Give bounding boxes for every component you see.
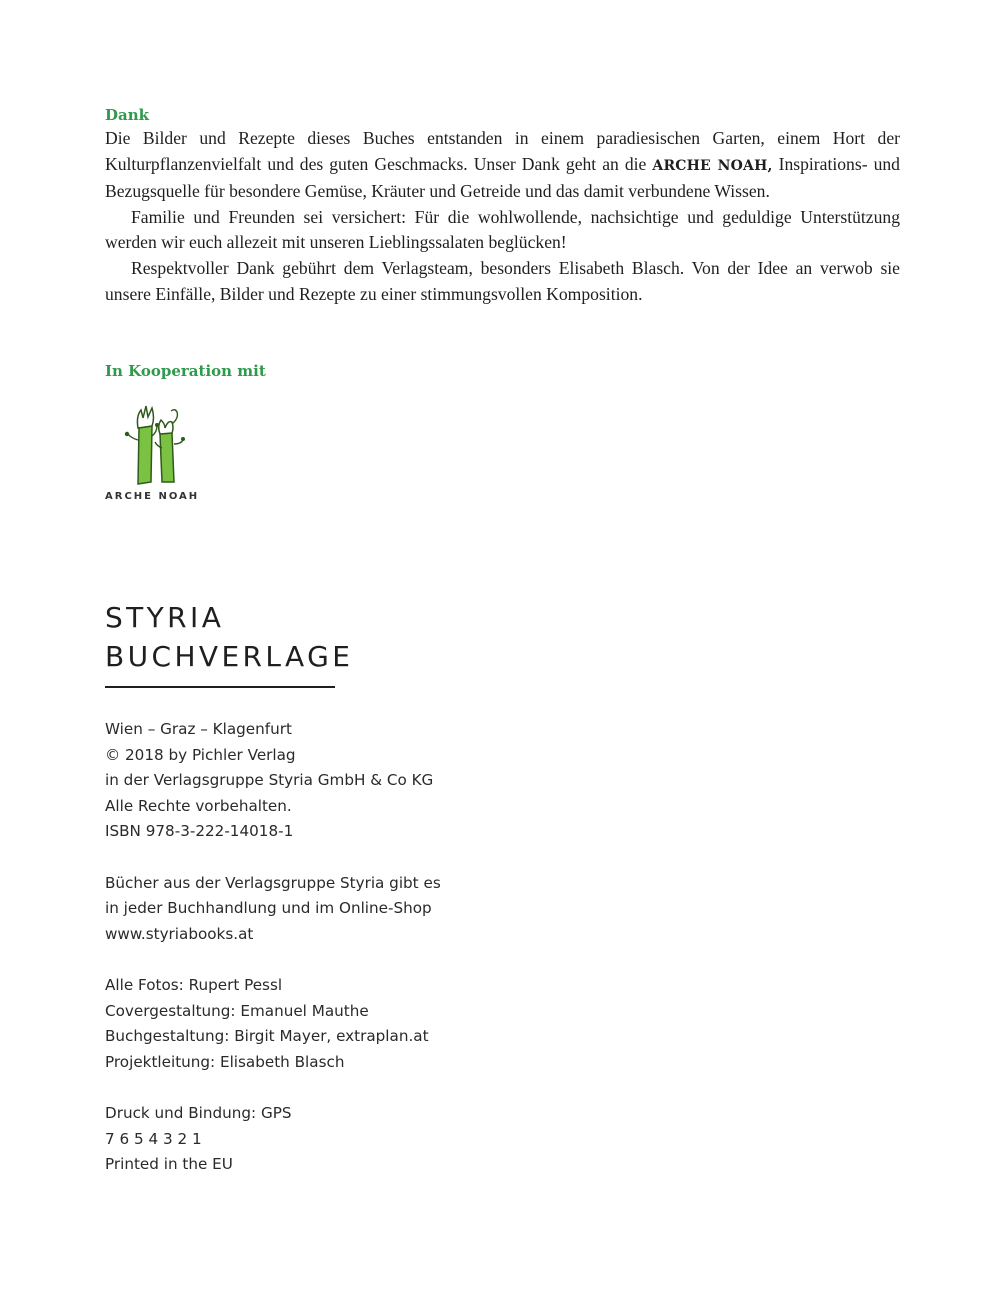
website-link: www.styriabooks.at [105, 924, 254, 943]
cooperation-heading: In Kooperation mit [105, 362, 266, 380]
imprint-line: Bücher aus der Verlagsgruppe Styria gibt es [105, 873, 441, 892]
publisher-underline [105, 686, 335, 688]
imprint [105, 717, 505, 1203]
dank-paragraph-2: Familie und Freunden sei versichert: Für die wohlwollende, nachsichtige und geduldige Unterstützung werden wir euch allezeit mit unseren Lieblingssalaten beglücken! [105, 206, 900, 253]
credit-design: Buchgestaltung: Birgit Mayer, extraplan.at [105, 1027, 429, 1046]
imprint-line: © 2018 by Pichler Verlag [105, 745, 296, 764]
imprint-line: Alle Rechte vorbehalten. [105, 796, 292, 815]
isbn: ISBN 978-3-222-14018-1 [105, 822, 294, 841]
credit-cover: Covergestaltung: Emanuel Mauthe [105, 1001, 369, 1020]
imprint-line: in der Verlagsgruppe Styria GmbH & Co KG [105, 771, 434, 790]
dank-paragraph-1-text: Die Bilder und Rezepte dieses Buches entstanden in einem paradiesischen Garten, einem Hort der Kulturpflanzenvielfalt und des guten Geschmacks. Unser Dank geht an die [105, 128, 900, 174]
dank-heading: Dank [105, 106, 150, 124]
imprint-line: in jeder Buchhandlung und im Online-Shop [105, 899, 432, 918]
credit-photos: Alle Fotos: Rupert Pessl [105, 975, 283, 994]
dank-section [105, 104, 900, 307]
dank-body [105, 126, 900, 307]
publisher-name-line-2: BUCHVERLAGE [105, 640, 354, 673]
imprint-line: Wien – Graz – Klagenfurt [105, 720, 292, 738]
styria-buchverlage-logo [105, 598, 354, 688]
imprint-print-block [105, 1101, 505, 1178]
imprint-publisher-block [105, 717, 505, 845]
arche-noah-logo-text: ARCHE NOAH [105, 491, 200, 502]
print-binding: Druck und Bindung: GPS [105, 1103, 292, 1122]
arche-noah-plant-icon [105, 398, 209, 490]
arche-noah-emphasis: ARCHE NOAH, [652, 157, 773, 174]
printed-in: Printed in the EU [105, 1155, 233, 1174]
dank-paragraph-1-text-end: Inspirations- und Bezugsquelle für besondere Gemüse, Kräuter und Getreide und das damit verbundene Wissen. [105, 153, 900, 202]
imprint-shop-block [105, 871, 505, 948]
publisher-name-line-1: STYRIA [105, 601, 225, 634]
arche-noah-logo [105, 398, 209, 506]
print-run-numbers: 7 6 5 4 3 2 1 [105, 1129, 202, 1148]
credit-project-lead: Projektleitung: Elisabeth Blasch [105, 1052, 345, 1071]
dank-paragraph-3: Respektvoller Dank gebührt dem Verlagsteam, besonders Elisabeth Blasch. Von der Idee an verwob sie unsere Einfälle, Bilder und Rezepte zu einer stimmungsvollen Komposition. [105, 257, 900, 304]
dank-paragraph-1 [105, 126, 900, 205]
imprint-credits-block [105, 973, 505, 1075]
